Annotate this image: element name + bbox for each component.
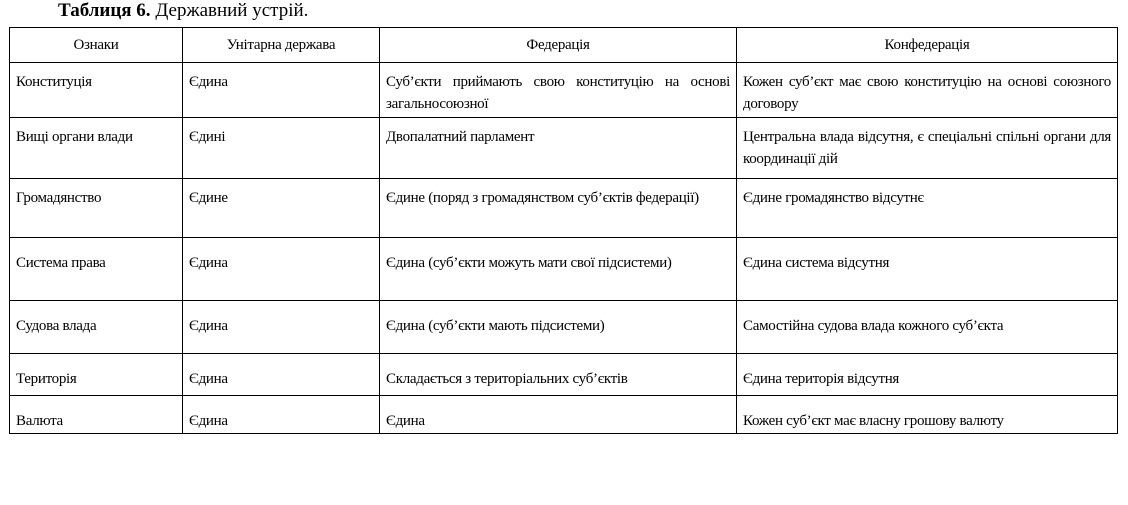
table-row	[10, 179, 1118, 238]
table-cell: Конституція	[10, 63, 183, 118]
table-row	[10, 118, 1118, 179]
column-header-unitary-state: Унітарна держава	[183, 28, 380, 63]
table-cell: Єдина	[380, 396, 737, 434]
table-cell: Система права	[10, 238, 183, 301]
column-header-confederation: Конфедерація	[737, 28, 1118, 63]
table-cell: Єдина	[183, 354, 380, 396]
column-header-federation: Федерація	[380, 28, 737, 63]
table-cell: Складається з територіальних суб’єктів	[380, 354, 737, 396]
table-cell: Єдина	[183, 63, 380, 118]
table-cell: Єдині	[183, 118, 380, 179]
table-cell: Єдина	[183, 301, 380, 354]
table-cell: Громадянство	[10, 179, 183, 238]
table-cell: Єдина (суб’єкти мають підсистеми)	[380, 301, 737, 354]
table-cell: Єдина територія відсутня	[737, 354, 1118, 396]
table-caption	[58, 0, 308, 22]
table-cell: Двопалатний парламент	[380, 118, 737, 179]
column-header-features: Ознаки	[10, 28, 183, 63]
table-row	[10, 301, 1118, 354]
table-cell: Самостійна судова влада кожного суб’єкта	[737, 301, 1118, 354]
table-cell: Центральна влада відсутня, є спеціальні спільні органи для координації дій	[737, 118, 1118, 179]
table-header-row	[10, 28, 1118, 63]
table-cell: Кожен суб’єкт має власну грошову валюту	[737, 396, 1118, 434]
table-row	[10, 354, 1118, 396]
table-row	[10, 238, 1118, 301]
table-cell: Єдина система відсутня	[737, 238, 1118, 301]
table-cell: Єдине	[183, 179, 380, 238]
table-caption-text: Державний устрій.	[155, 0, 309, 21]
table-cell: Судова влада	[10, 301, 183, 354]
table-cell: Валюта	[10, 396, 183, 434]
table-cell: Вищі органи влади	[10, 118, 183, 179]
table-cell: Суб’єкти приймають свою конституцію на основі загальносоюзної	[380, 63, 737, 118]
table-cell: Єдина	[183, 238, 380, 301]
table-cell: Кожен суб’єкт має свою конституцію на основі союзного договору	[737, 63, 1118, 118]
table-row	[10, 396, 1118, 434]
table-cell: Єдине (поряд з громадянством суб’єктів федерації)	[380, 179, 737, 238]
table-cell: Єдина	[183, 396, 380, 434]
government-structure-table	[9, 27, 1118, 434]
table-cell: Єдине громадянство відсутнє	[737, 179, 1118, 238]
table-caption-label: Таблиця 6.	[58, 0, 151, 21]
table-cell: Територія	[10, 354, 183, 396]
table-row	[10, 63, 1118, 118]
table-cell: Єдина (суб’єкти можуть мати свої підсистеми)	[380, 238, 737, 301]
